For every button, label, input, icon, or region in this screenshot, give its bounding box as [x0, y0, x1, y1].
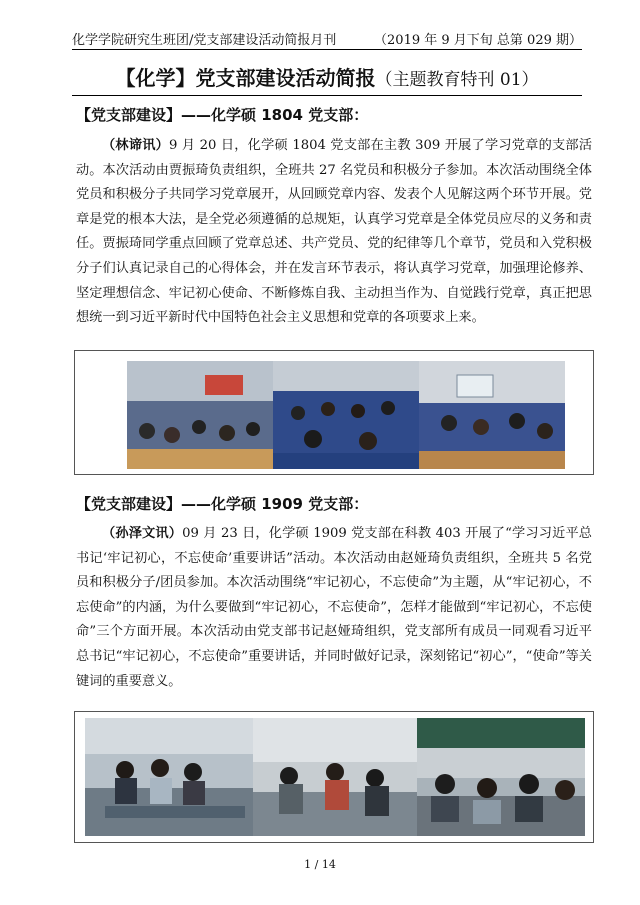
section-1-photo-3 — [419, 361, 565, 469]
title-divider — [72, 95, 582, 96]
header-divider — [72, 49, 582, 50]
title-sub: （主题教育特刊 01） — [375, 70, 539, 90]
section-2-paragraph — [76, 522, 592, 694]
section-2-photo-3 — [417, 718, 585, 836]
section-2-photo-1 — [85, 718, 253, 836]
section-1-photo-frame — [74, 350, 594, 475]
section-2-photo-2 — [253, 718, 417, 836]
section-2-body: 09 月 23 日，化学硕 1909 党支部在科教 403 开展了“学习习近平总书记‘牢记初心，不忘使命’重要讲话”活动。本次活动由赵娅琦负责组织，全班共 5 名党员和积极分子/团员参加。本次活动围绕“牢记初心，不忘使命”为主题，从“牢记初心，不忘使命”的内涵，为什么要做到“牢记初心，不忘使命”，怎样才能做到“牢记初心，不忘使命”三个方面开展。本次活动由党支部书记赵娅琦组织，党支部所有成员一同观看习近平总书记“牢记初心，不忘使命”重要讲话，并同时做好记录，深刻铭记“初心”，“使命”等关键词的重要意义。 — [76, 526, 592, 689]
header-left-text: 化学学院研究生班团/党支部建设活动简报月刊 — [72, 33, 337, 48]
running-header — [72, 22, 582, 48]
page-title — [72, 62, 582, 88]
section-1-author: （林谛讯） — [102, 138, 170, 153]
section-1-paragraph — [76, 134, 592, 331]
section-1-photo-1 — [127, 361, 273, 469]
section-1-heading: 【党支部建设】——化学硕 1804 党支部： — [76, 106, 369, 124]
section-2-photo-frame — [74, 711, 594, 843]
title-main: 【化学】党支部建设活动简报 — [115, 66, 376, 90]
section-1-photo-2 — [273, 361, 419, 469]
page-number: 1 / 14 — [304, 858, 336, 871]
section-1-body: 9 月 20 日，化学硕 1804 党支部在主教 309 开展了学习党章的支部活动。本次活动由贾振琦负责组织，全班共 27 名党员和积极分子参加。本次活动围绕全体党员和积极分子共同学习党章展开，从回顾党章内容、发表个人见解这两个环节开展。党章是党的根本大法，是全党必须遵循的总规矩，认真学习党章是全体党员应尽的义务和责任。贾振琦同学重点回顾了党章总述、共产党员、党的纪律等几个章节，党员和入党积极分子们认真记录自己的心得体会，并在发言环节表示，将认真学习党章，加强理论修养、坚定理想信念、牢记初心使命、不断修炼自我、主动担当作为、自觉践行党章，真正把思想统一到习近平新时代中国特色社会主义思想和党章的各项要求上来。 — [76, 138, 593, 326]
section-2-heading: 【党支部建设】——化学硕 1909 党支部： — [76, 495, 369, 513]
header-right-text: （2019 年 9 月下旬 总第 029 期） — [374, 33, 582, 48]
section-2-author: （孙泽文讯） — [102, 526, 183, 541]
